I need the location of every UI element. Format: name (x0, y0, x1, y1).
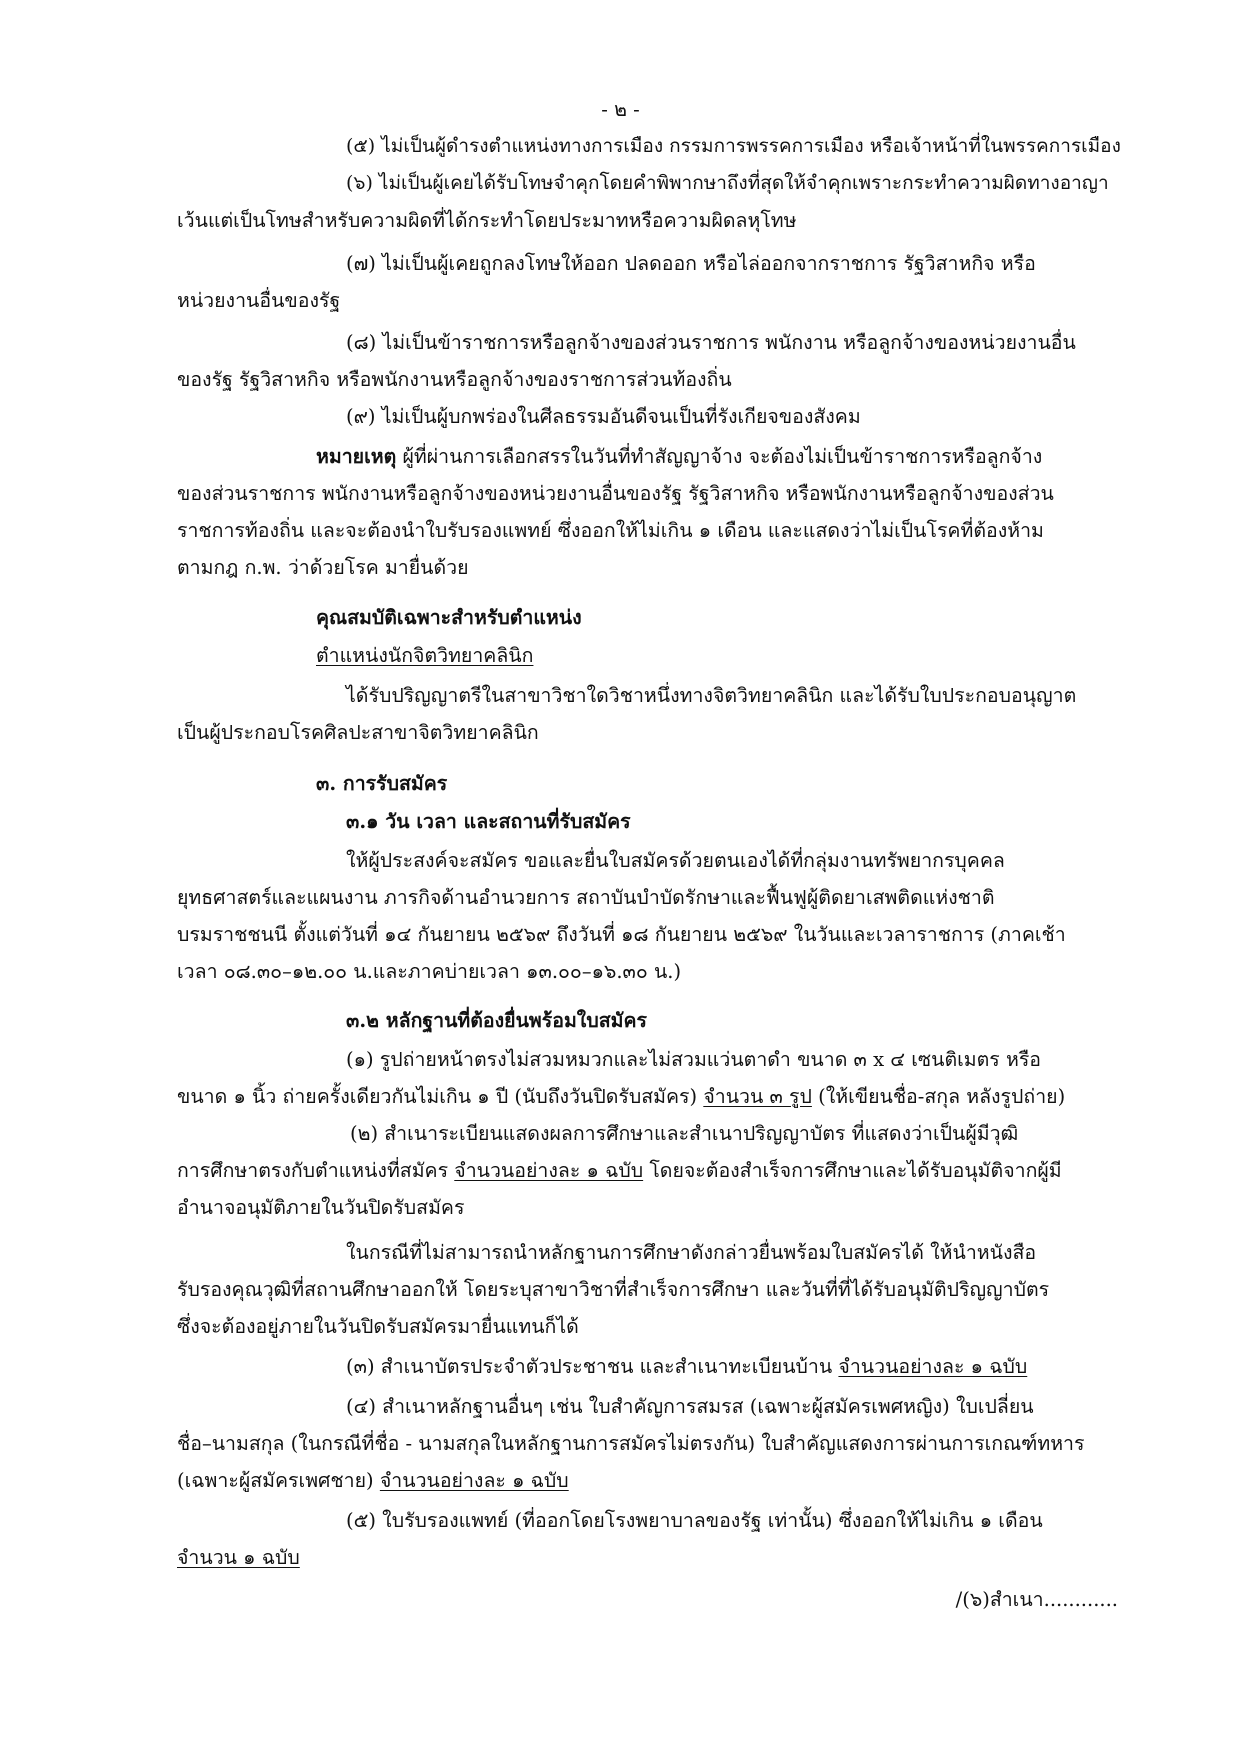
subsection-heading: ๓.๑ วัน เวลา และสถานที่รับสมัคร (346, 810, 631, 833)
text-span: โดยจะต้องสำเร็จการศึกษาและได้รับอนุมัติจากผู้มี (643, 1159, 1062, 1182)
remark-label: หมายเหตุ (316, 445, 397, 468)
page-number: - ๒ - (601, 98, 640, 121)
paragraph-line: รับรองคุณวุฒิที่สถานศึกษาออกให้ โดยระบุสาขาวิชาที่สำเร็จการศึกษา และวันที่ที่ได้รับอนุมัติปริญญาบัตร (177, 1278, 1050, 1301)
paragraph-line: ตามกฎ ก.พ. ว่าด้วยโรค มายื่นด้วย (177, 556, 469, 579)
text-span: ขนาด ๑ นิ้ว ถ่ายครั้งเดียวกันไม่เกิน ๑ ปี (นับถึงวันปิดรับสมัคร) (177, 1085, 704, 1108)
paragraph-line: (๙) ไม่เป็นผู้บกพร่องในศีลธรรมอันดีจนเป็นที่รังเกียจของสังคม (346, 405, 861, 428)
paragraph-line: (๖) ไม่เป็นผู้เคยได้รับโทษจำคุกโดยคำพิพากษาถึงที่สุดให้จำคุกเพราะกระทำความผิดทางอาญา (346, 172, 1109, 194)
text-span: การศึกษาตรงกับตำแหน่งที่สมัคร (177, 1159, 455, 1182)
section-heading: คุณสมบัติเฉพาะสำหรับตำแหน่ง (316, 606, 582, 629)
quantity-underlined: จำนวนอย่างละ ๑ ฉบับ (454, 1159, 644, 1182)
paragraph-line: (๑) รูปถ่ายหน้าตรงไม่สวมหมวกและไม่สวมแว่นตาดำ ขนาด ๓ x ๔ เซนติเมตร หรือ (346, 1048, 1042, 1071)
paragraph-line (177, 1087, 1065, 1107)
paragraph-line (346, 1357, 1027, 1377)
remark-line (316, 447, 1042, 467)
text-span: (ให้เขียนชื่อ-สกุล หลังรูปถ่าย) (811, 1085, 1066, 1108)
quantity-underlined: จำนวนอย่างละ ๑ ฉบับ (838, 1355, 1028, 1378)
paragraph-line: (๘) ไม่เป็นข้าราชการหรือลูกจ้างของส่วนราชการ พนักงาน หรือลูกจ้างของหน่วยงานอื่น (346, 331, 1076, 354)
paragraph-line: ของส่วนราชการ พนักงานหรือลูกจ้างของหน่วยงานอื่นของรัฐ รัฐวิสาหกิจ หรือพนักงานหรือลูกจ้างของส่วน (177, 482, 1054, 505)
paragraph-line: เวลา ๐๘.๓๐–๑๒.๐๐ น.และภาคบ่ายเวลา ๑๓.๐๐–๑๖.๓๐ น.) (177, 960, 682, 983)
paragraph-line: ในกรณีที่ไม่สามารถนำหลักฐานการศึกษาดังกล่าวยื่นพร้อมใบสมัครได้ ให้นำหนังสือ (346, 1241, 1037, 1264)
text-span: (เฉพาะผู้สมัครเพศชาย) (177, 1469, 380, 1492)
section-heading: ๓. การรับสมัคร (316, 772, 448, 795)
paragraph-line (177, 1161, 1062, 1181)
paragraph-line: อำนาจอนุมัติภายในวันปิดรับสมัคร (177, 1196, 465, 1219)
paragraph-line: เว้นแต่เป็นโทษสำหรับความผิดที่ได้กระทำโดยประมาทหรือความผิดลหุโทษ (177, 209, 797, 232)
paragraph-line: ซึ่งจะต้องอยู่ภายในวันปิดรับสมัครมายื่นแทนก็ได้ (177, 1315, 579, 1338)
paragraph-line: ชื่อ–นามสกุล (ในกรณีที่ชื่อ - นามสกุลในหลักฐานการสมัครไม่ตรงกัน) ใบสำคัญแสดงการผ่านการเกณฑ์ทหาร (177, 1432, 1085, 1455)
paragraph-line: (๕) ไม่เป็นผู้ดำรงตำแหน่งทางการเมือง กรรมการพรรคการเมือง หรือเจ้าหน้าที่ในพรรคการเมือง (346, 135, 1121, 157)
subsection-heading: ๓.๒ หลักฐานที่ต้องยื่นพร้อมใบสมัคร (346, 1009, 647, 1032)
quantity-underlined: จำนวนอย่างละ ๑ ฉบับ (379, 1469, 569, 1492)
continued-marker: /(๖)สำเนา............ (955, 1588, 1118, 1611)
remark-text: ผู้ที่ผ่านการเลือกสรรในวันที่ทำสัญญาจ้าง จะต้องไม่เป็นข้าราชการหรือลูกจ้าง (396, 445, 1043, 468)
text-span: (๓) สำเนาบัตรประจำตัวประชาชน และสำเนาทะเบียนบ้าน (346, 1355, 839, 1378)
paragraph-line: บรมราชชนนี ตั้งแต่วันที่ ๑๔ กันยายน ๒๕๖๙ ถึงวันที่ ๑๘ กันยายน ๒๕๖๙ ในวันและเวลาราชการ (ภาคเช้า (177, 923, 1066, 946)
position-title: ตำแหน่งนักจิตวิทยาคลินิก (316, 644, 534, 667)
paragraph-line: ราชการท้องถิ่น และจะต้องนำใบรับรองแพทย์ ซึ่งออกให้ไม่เกิน ๑ เดือน และแสดงว่าไม่เป็นโรคที่ต้องห้าม (177, 519, 1044, 542)
paragraph-line: ให้ผู้ประสงค์จะสมัคร ขอและยื่นใบสมัครด้วยตนเองได้ที่กลุ่มงานทรัพยากรบุคคล (346, 849, 1005, 872)
paragraph-line: (๕) ใบรับรองแพทย์ (ที่ออกโดยโรงพยาบาลของรัฐ เท่านั้น) ซึ่งออกให้ไม่เกิน ๑ เดือน (346, 1509, 1043, 1532)
paragraph-line: ของรัฐ รัฐวิสาหกิจ หรือพนักงานหรือลูกจ้างของราชการส่วนท้องถิ่น (177, 368, 732, 391)
paragraph-line: (๗) ไม่เป็นผู้เคยถูกลงโทษให้ออก ปลดออก หรือไล่ออกจากราชการ รัฐวิสาหกิจ หรือ (346, 252, 1036, 275)
paragraph-line: ได้รับปริญญาตรีในสาขาวิชาใดวิชาหนึ่งทางจิตวิทยาคลินิก และได้รับใบประกอบอนุญาต (346, 684, 1077, 707)
paragraph-line: (๒) สำเนาระเบียนแสดงผลการศึกษาและสำเนาปริญญาบัตร ที่แสดงว่าเป็นผู้มีวุฒิ (350, 1122, 1019, 1145)
paragraph-line: เป็นผู้ประกอบโรคศิลปะสาขาจิตวิทยาคลินิก (177, 721, 539, 744)
paragraph-line: (๔) สำเนาหลักฐานอื่นๆ เช่น ใบสำคัญการสมรส (เฉพาะผู้สมัครเพศหญิง) ใบเปลี่ยน (346, 1395, 1034, 1418)
paragraph-line (177, 1471, 569, 1491)
paragraph-line: หน่วยงานอื่นของรัฐ (177, 289, 341, 312)
quantity-underlined: จำนวน ๓ รูป (703, 1085, 812, 1108)
paragraph-line: ยุทธศาสตร์และแผนงาน ภารกิจด้านอำนวยการ สถาบันบำบัดรักษาและฟื้นฟูผู้ติดยาเสพติดแห่งชาติ (177, 886, 995, 909)
quantity-underlined: จำนวน ๑ ฉบับ (177, 1546, 300, 1569)
